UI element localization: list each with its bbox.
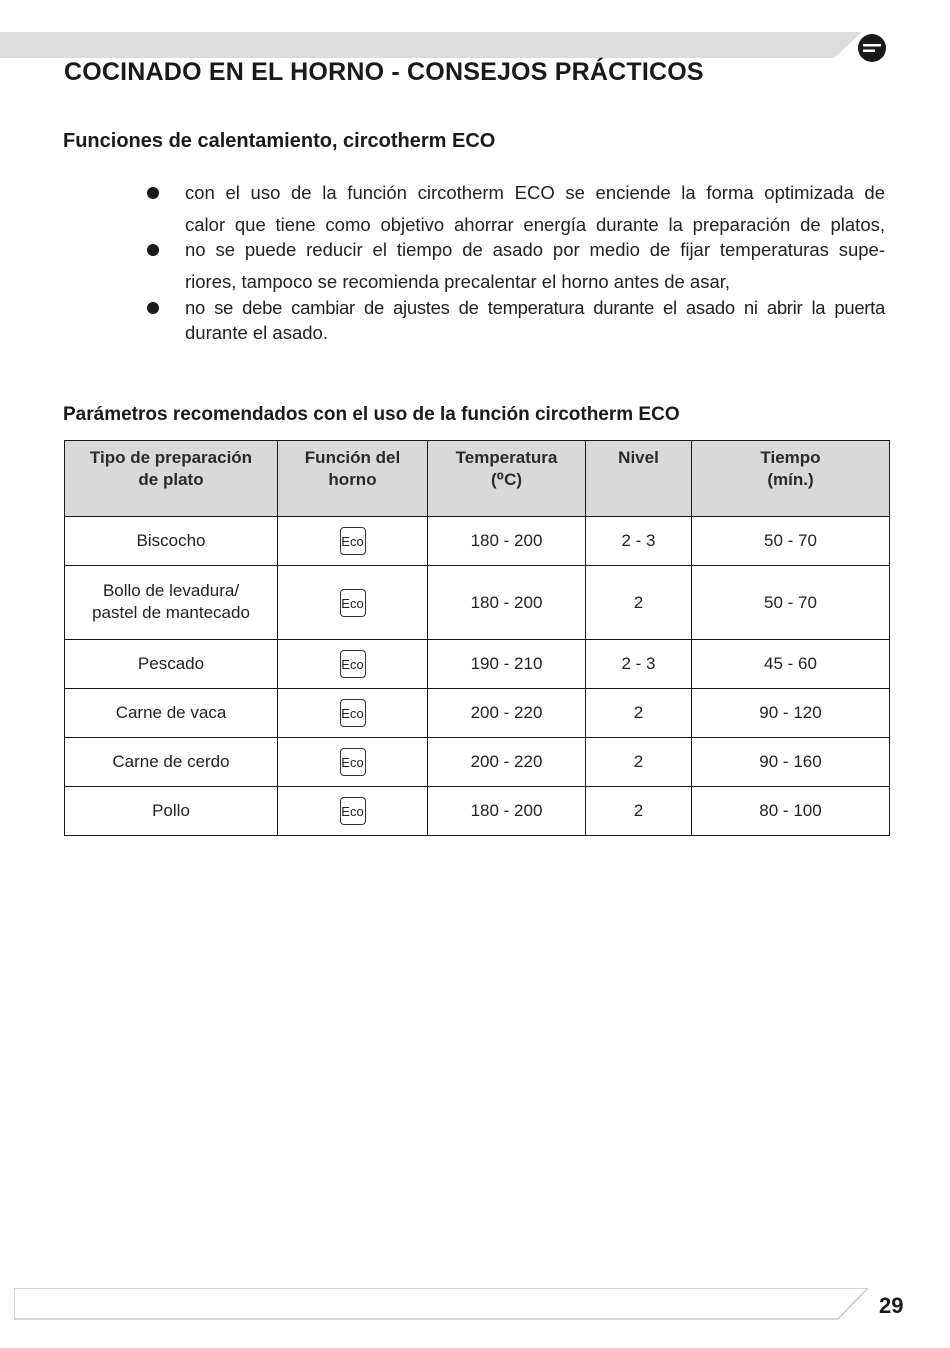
- eco-function-icon: Eco: [340, 699, 366, 727]
- time-cell: 80 - 100: [692, 787, 890, 836]
- level-cell: 2: [586, 787, 692, 836]
- column-header-function: [278, 441, 428, 517]
- function-cell: [278, 640, 428, 689]
- header-line: Función del: [304, 448, 401, 467]
- table-row: [65, 689, 890, 738]
- column-header-level: [586, 441, 692, 517]
- bullet-line: calor que tiene como objetivo ahorrar energía durante la preparación de platos,: [185, 214, 885, 235]
- dish-cell: [65, 566, 278, 640]
- parameters-heading: Parámetros recomendados con el uso de la función circotherm ECO: [63, 404, 680, 425]
- time-cell: 50 - 70: [692, 517, 890, 566]
- bullet-line: con el uso de la función circotherm ECO se enciende la forma optimizada de: [185, 182, 885, 203]
- bullet-item: [185, 237, 885, 294]
- time-cell: 45 - 60: [692, 640, 890, 689]
- dish-cell: Pollo: [65, 787, 278, 836]
- temperature-cell: 200 - 220: [428, 738, 586, 787]
- bullet-item: [185, 180, 885, 237]
- functions-heading: Funciones de calentamiento, circotherm ECO: [63, 130, 496, 152]
- dish-line: Bollo de levadura/: [102, 580, 240, 600]
- header-line: Tipo de preparación: [89, 448, 253, 467]
- bullet-line: riores, tampoco se recomienda precalentar el horno antes de asar,: [185, 271, 731, 292]
- level-cell: 2 - 3: [586, 517, 692, 566]
- function-cell: [278, 566, 428, 640]
- header-line: Tiempo: [760, 448, 821, 467]
- column-header-temperature: [428, 441, 586, 517]
- level-cell: 2: [586, 689, 692, 738]
- header-line: (⁰C): [490, 470, 523, 489]
- level-cell: 2: [586, 566, 692, 640]
- dish-cell: Carne de cerdo: [65, 738, 278, 787]
- header-band: [0, 32, 862, 58]
- column-header-dish: [65, 441, 278, 517]
- function-cell: [278, 787, 428, 836]
- brand-logo-icon: [857, 33, 887, 63]
- dish-cell: Pescado: [65, 640, 278, 689]
- function-cell: [278, 517, 428, 566]
- header-line: (mín.): [767, 470, 814, 489]
- time-cell: 50 - 70: [692, 566, 890, 640]
- header-line: de plato: [138, 470, 204, 489]
- level-cell: 2: [586, 738, 692, 787]
- eco-function-icon: Eco: [340, 650, 366, 678]
- footer-band: [14, 1288, 868, 1320]
- table-row: [65, 640, 890, 689]
- bullet-dot-icon: [147, 302, 159, 314]
- dish-line: pastel de mantecado: [92, 602, 250, 622]
- table-header-row: [65, 441, 890, 517]
- eco-function-icon: Eco: [340, 527, 366, 555]
- temperature-cell: 180 - 200: [428, 787, 586, 836]
- column-header-time: [692, 441, 890, 517]
- dish-cell: Carne de vaca: [65, 689, 278, 738]
- table-row: [65, 738, 890, 787]
- table-row: [65, 787, 890, 836]
- bullet-line: no se puede reducir el tiempo de asado por medio de fijar temperaturas supe-: [185, 239, 885, 260]
- page-number: 29: [879, 1293, 904, 1318]
- header-line: Nivel: [618, 448, 659, 467]
- eco-function-icon: Eco: [340, 797, 366, 825]
- temperature-cell: 180 - 200: [428, 566, 586, 640]
- function-cell: [278, 689, 428, 738]
- eco-function-icon: Eco: [340, 589, 366, 617]
- dish-cell: Biscocho: [65, 517, 278, 566]
- table-row: [65, 566, 890, 640]
- bullet-dot-icon: [147, 244, 159, 256]
- header-line: horno: [328, 470, 377, 489]
- temperature-cell: 200 - 220: [428, 689, 586, 738]
- temperature-cell: 180 - 200: [428, 517, 586, 566]
- page-title: COCINADO EN EL HORNO - CONSEJOS PRÁCTICOS: [64, 58, 704, 86]
- eco-function-icon: Eco: [340, 748, 366, 776]
- bullet-line: no se debe cambiar de ajustes de temperatura durante el asado ni abrir la puerta: [185, 297, 885, 318]
- time-cell: 90 - 120: [692, 689, 890, 738]
- level-cell: 2 - 3: [586, 640, 692, 689]
- bullet-dot-icon: [147, 187, 159, 199]
- header-line: Temperatura: [455, 448, 558, 467]
- function-cell: [278, 738, 428, 787]
- bullet-item: [185, 295, 885, 345]
- parameters-table: [64, 440, 890, 836]
- time-cell: 90 - 160: [692, 738, 890, 787]
- temperature-cell: 190 - 210: [428, 640, 586, 689]
- table-row: [65, 517, 890, 566]
- bullet-line: durante el asado.: [185, 322, 328, 343]
